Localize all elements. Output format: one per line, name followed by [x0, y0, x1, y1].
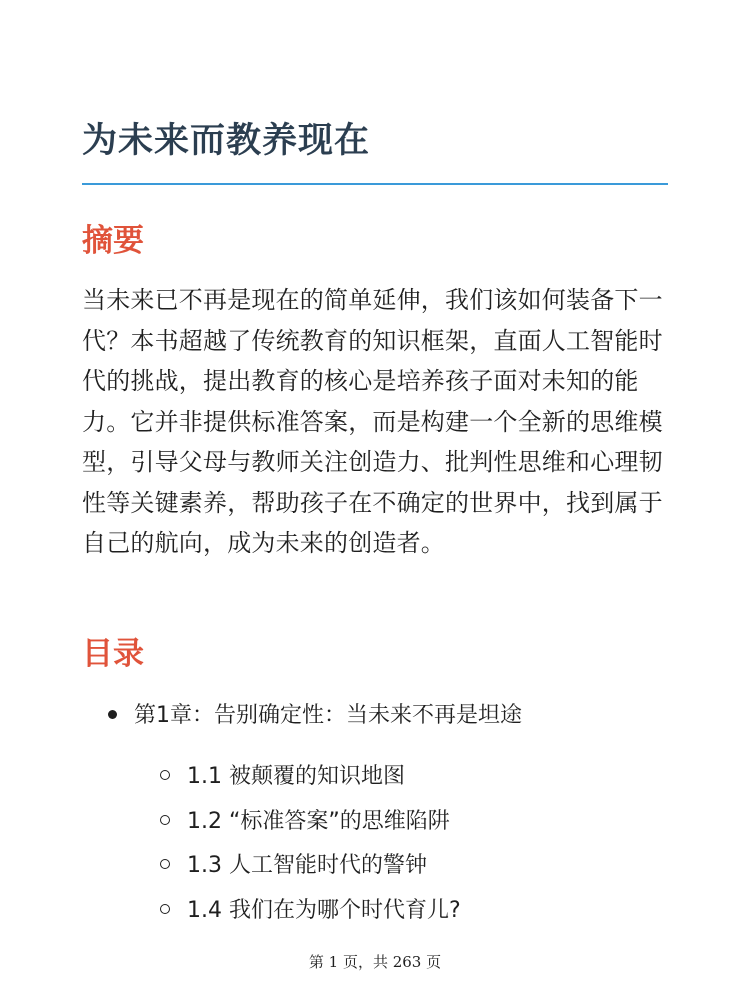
hollow-bullet-icon: [160, 815, 170, 825]
toc-chapter-item: [108, 698, 522, 734]
title-divider: [82, 183, 668, 185]
summary-heading: 摘要: [82, 223, 144, 259]
toc-section-item: [160, 755, 461, 800]
hollow-bullet-icon: [160, 770, 170, 780]
toc-section-label: 1.4 我们在为哪个时代育儿?: [187, 897, 461, 923]
hollow-bullet-icon: [160, 904, 170, 914]
summary-paragraph: 当未来已不再是现在的简单延伸，我们该如何装备下一代？本书超越了传统教育的知识框架，直面人工智能时代的挑战，提出教育的核心是培养孩子面对未知的能力。它并非提供标准答案，而是构建一个全新的思维模型，引导父母与教师关注创造力、批判性思维和心理韧性等关键素养，帮助孩子在不确定的世界中，找到属于自己的航向，成为未来的创造者。: [82, 286, 663, 557]
filled-bullet-icon: [108, 710, 117, 719]
page-number-footer: 第 1 页，共 263 页: [308, 953, 442, 971]
toc-section-label: 1.2 “标准答案”的思维陷阱: [187, 808, 450, 834]
hollow-bullet-icon: [160, 859, 170, 869]
toc-heading: 目录: [82, 636, 144, 672]
toc-section-item: [160, 800, 461, 845]
toc-chapter-label: 第1章：告别确定性：当未来不再是坦途: [134, 703, 522, 728]
toc-section-label: 1.1 被颠覆的知识地图: [187, 764, 405, 789]
book-title: 为未来而教养现在: [82, 121, 371, 161]
toc-section-item: [160, 889, 461, 934]
toc-section-list: [160, 755, 461, 933]
toc-section-label: 1.3 人工智能时代的警钟: [187, 853, 427, 878]
toc-section-item: [160, 844, 461, 889]
